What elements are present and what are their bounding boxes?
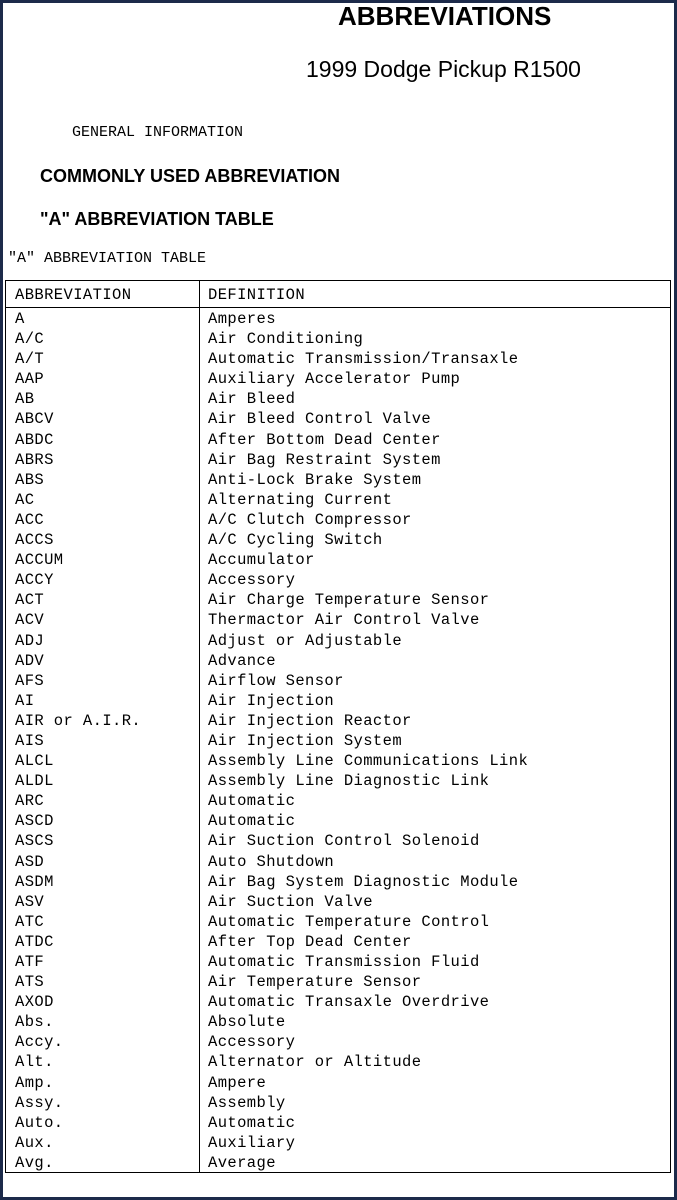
vehicle-subtitle: 1999 Dodge Pickup R1500 — [306, 56, 581, 82]
definition-cell: Anti-Lock Brake System — [208, 470, 422, 489]
table-row — [6, 550, 670, 570]
abbreviation-cell: ASCD — [15, 812, 54, 831]
abbreviation-cell: ALDL — [15, 772, 54, 791]
table-row — [6, 872, 670, 892]
abbreviation-cell: Amp. — [15, 1073, 54, 1092]
abbreviation-cell: ADJ — [15, 631, 45, 650]
table-row — [6, 711, 670, 731]
abbreviation-table-heading: "A" ABBREVIATION TABLE — [40, 209, 274, 229]
table-row — [6, 430, 670, 450]
definition-cell: Automatic — [208, 1113, 296, 1132]
table-row — [6, 831, 670, 851]
definition-cell: Air Injection Reactor — [208, 711, 412, 730]
abbreviation-cell: ADV — [15, 651, 45, 670]
table-row — [6, 631, 670, 651]
definition-cell: Air Suction Valve — [208, 892, 373, 911]
table-row — [6, 751, 670, 771]
definition-cell: After Bottom Dead Center — [208, 430, 441, 449]
column-header-definition: DEFINITION — [208, 286, 306, 304]
table-row — [6, 309, 670, 329]
table-row — [6, 349, 670, 369]
abbreviation-cell: Assy. — [15, 1093, 64, 1112]
abbreviation-cell: ACV — [15, 611, 45, 630]
abbreviation-cell: A/T — [15, 350, 45, 369]
definition-cell: Automatic Transaxle Overdrive — [208, 993, 490, 1012]
table-row — [6, 1032, 670, 1052]
table-row — [6, 771, 670, 791]
abbreviation-cell: AAP — [15, 370, 45, 389]
definition-cell: Air Temperature Sensor — [208, 973, 422, 992]
table-row — [6, 1012, 670, 1032]
definition-cell: Air Conditioning — [208, 330, 364, 349]
definition-cell: Air Charge Temperature Sensor — [208, 591, 490, 610]
definition-cell: Air Bleed Control Valve — [208, 410, 432, 429]
abbreviation-cell: AI — [15, 691, 35, 710]
table-row — [6, 1073, 670, 1093]
page-title: ABBREVIATIONS — [338, 1, 552, 31]
abbreviation-cell: ALCL — [15, 752, 54, 771]
abbreviation-cell: ATF — [15, 953, 45, 971]
definition-cell: A/C Cycling Switch — [208, 531, 383, 550]
definition-cell: Ampere — [208, 1073, 267, 1092]
abbreviation-cell: Accy. — [15, 1033, 64, 1052]
abbreviation-cell: ACCUM — [15, 551, 64, 570]
definition-cell: Automatic Transmission Fluid — [208, 953, 480, 971]
table-row — [6, 932, 670, 952]
abbreviation-cell: ATS — [15, 973, 45, 992]
table-row — [6, 1133, 670, 1153]
definition-cell: Assembly Line Communications Link — [208, 752, 529, 771]
table-row — [6, 671, 670, 691]
abbreviation-cell: A/C — [15, 330, 45, 349]
table-row — [6, 490, 670, 510]
abbreviation-cell: Aux. — [15, 1133, 54, 1152]
definition-cell: Air Suction Control Solenoid — [208, 832, 480, 851]
definition-cell: Adjust or Adjustable — [208, 631, 403, 650]
common-abbreviation-heading: COMMONLY USED ABBREVIATION — [40, 166, 341, 186]
abbreviation-cell: ASD — [15, 852, 45, 871]
definition-cell: Accumulator — [208, 551, 315, 570]
table-row — [6, 952, 670, 972]
abbreviation-cell: ACCY — [15, 571, 54, 590]
definition-cell: Absolute — [208, 1013, 286, 1032]
definition-cell: Auxiliary — [208, 1133, 296, 1152]
table-row — [6, 590, 670, 610]
abbreviation-cell: Abs. — [15, 1013, 54, 1032]
abbreviation-cell: Avg. — [15, 1153, 54, 1172]
abbreviation-cell: ASV — [15, 892, 45, 911]
table-caption: "A" ABBREVIATION TABLE — [8, 250, 207, 267]
definition-cell: Automatic — [208, 812, 296, 831]
table-row — [6, 450, 670, 470]
definition-cell: Alternator or Altitude — [208, 1053, 422, 1072]
abbreviation-cell: AIS — [15, 731, 45, 750]
abbreviation-cell: ASCS — [15, 832, 54, 851]
definition-cell: Assembly Line Diagnostic Link — [208, 772, 490, 791]
abbreviation-cell: AC — [15, 490, 35, 509]
abbreviation-cell: ACCS — [15, 531, 54, 550]
definition-cell: After Top Dead Center — [208, 932, 412, 951]
definition-cell: Accessory — [208, 1033, 296, 1052]
table-row — [6, 892, 670, 912]
table-row — [6, 691, 670, 711]
definition-cell: Alternating Current — [208, 490, 393, 509]
table-row — [6, 1153, 670, 1173]
table-row — [6, 852, 670, 872]
table-row — [6, 369, 670, 389]
abbreviation-cell: ABS — [15, 470, 45, 489]
definition-cell: Air Bag System Diagnostic Module — [208, 872, 519, 891]
table-row — [6, 530, 670, 550]
definition-cell: Thermactor Air Control Valve — [208, 611, 480, 630]
table-row — [6, 610, 670, 630]
table-row — [6, 570, 670, 590]
table-row — [6, 510, 670, 530]
definition-cell: Automatic Temperature Control — [208, 912, 490, 931]
column-header-abbreviation: ABBREVIATION — [15, 286, 132, 304]
table-row — [6, 791, 670, 811]
definition-cell: Average — [208, 1153, 276, 1172]
definition-cell: Amperes — [208, 310, 276, 328]
abbreviation-cell: ABRS — [15, 450, 54, 469]
table-header-row — [6, 281, 670, 308]
definition-cell: A/C Clutch Compressor — [208, 510, 412, 529]
definition-cell: Air Bag Restraint System — [208, 450, 441, 469]
definition-cell: Air Injection System — [208, 731, 403, 750]
abbreviation-cell: AFS — [15, 671, 45, 690]
section-label: GENERAL INFORMATION — [72, 124, 244, 141]
table-row — [6, 992, 670, 1012]
abbreviation-cell: A — [15, 310, 25, 328]
abbreviation-cell: ABDC — [15, 430, 54, 449]
table-row — [6, 389, 670, 409]
definition-cell: Accessory — [208, 571, 296, 590]
table-row — [6, 972, 670, 992]
abbreviation-cell: Alt. — [15, 1053, 54, 1072]
abbreviation-cell: ATDC — [15, 932, 54, 951]
table-row — [6, 1093, 670, 1113]
table-row — [6, 811, 670, 831]
table-row — [6, 409, 670, 429]
abbreviation-cell: ASDM — [15, 872, 54, 891]
definition-cell: Air Bleed — [208, 390, 296, 409]
definition-cell: Airflow Sensor — [208, 671, 344, 690]
abbreviation-cell: ACC — [15, 510, 45, 529]
abbreviation-cell: ACT — [15, 591, 45, 610]
abbreviation-cell: ARC — [15, 792, 45, 811]
abbreviation-cell: ATC — [15, 912, 45, 931]
table-row — [6, 1113, 670, 1133]
definition-cell: Assembly — [208, 1093, 286, 1112]
table-row — [6, 1052, 670, 1072]
definition-cell: Auto Shutdown — [208, 852, 335, 871]
definition-cell: Auxiliary Accelerator Pump — [208, 370, 461, 389]
abbreviation-table — [5, 280, 671, 1173]
abbreviation-cell: Auto. — [15, 1113, 64, 1132]
table-row — [6, 470, 670, 490]
table-row — [6, 912, 670, 932]
definition-cell: Automatic — [208, 792, 296, 811]
table-row — [6, 651, 670, 671]
definition-cell: Automatic Transmission/Transaxle — [208, 350, 519, 369]
table-row — [6, 731, 670, 751]
table-row — [6, 329, 670, 349]
abbreviation-cell: AB — [15, 390, 35, 409]
definition-cell: Advance — [208, 651, 276, 670]
abbreviation-cell: ABCV — [15, 410, 54, 429]
definition-cell: Air Injection — [208, 691, 335, 710]
abbreviation-cell: AIR or A.I.R. — [15, 711, 142, 730]
table-body — [6, 309, 670, 1173]
abbreviation-cell: AXOD — [15, 993, 54, 1012]
